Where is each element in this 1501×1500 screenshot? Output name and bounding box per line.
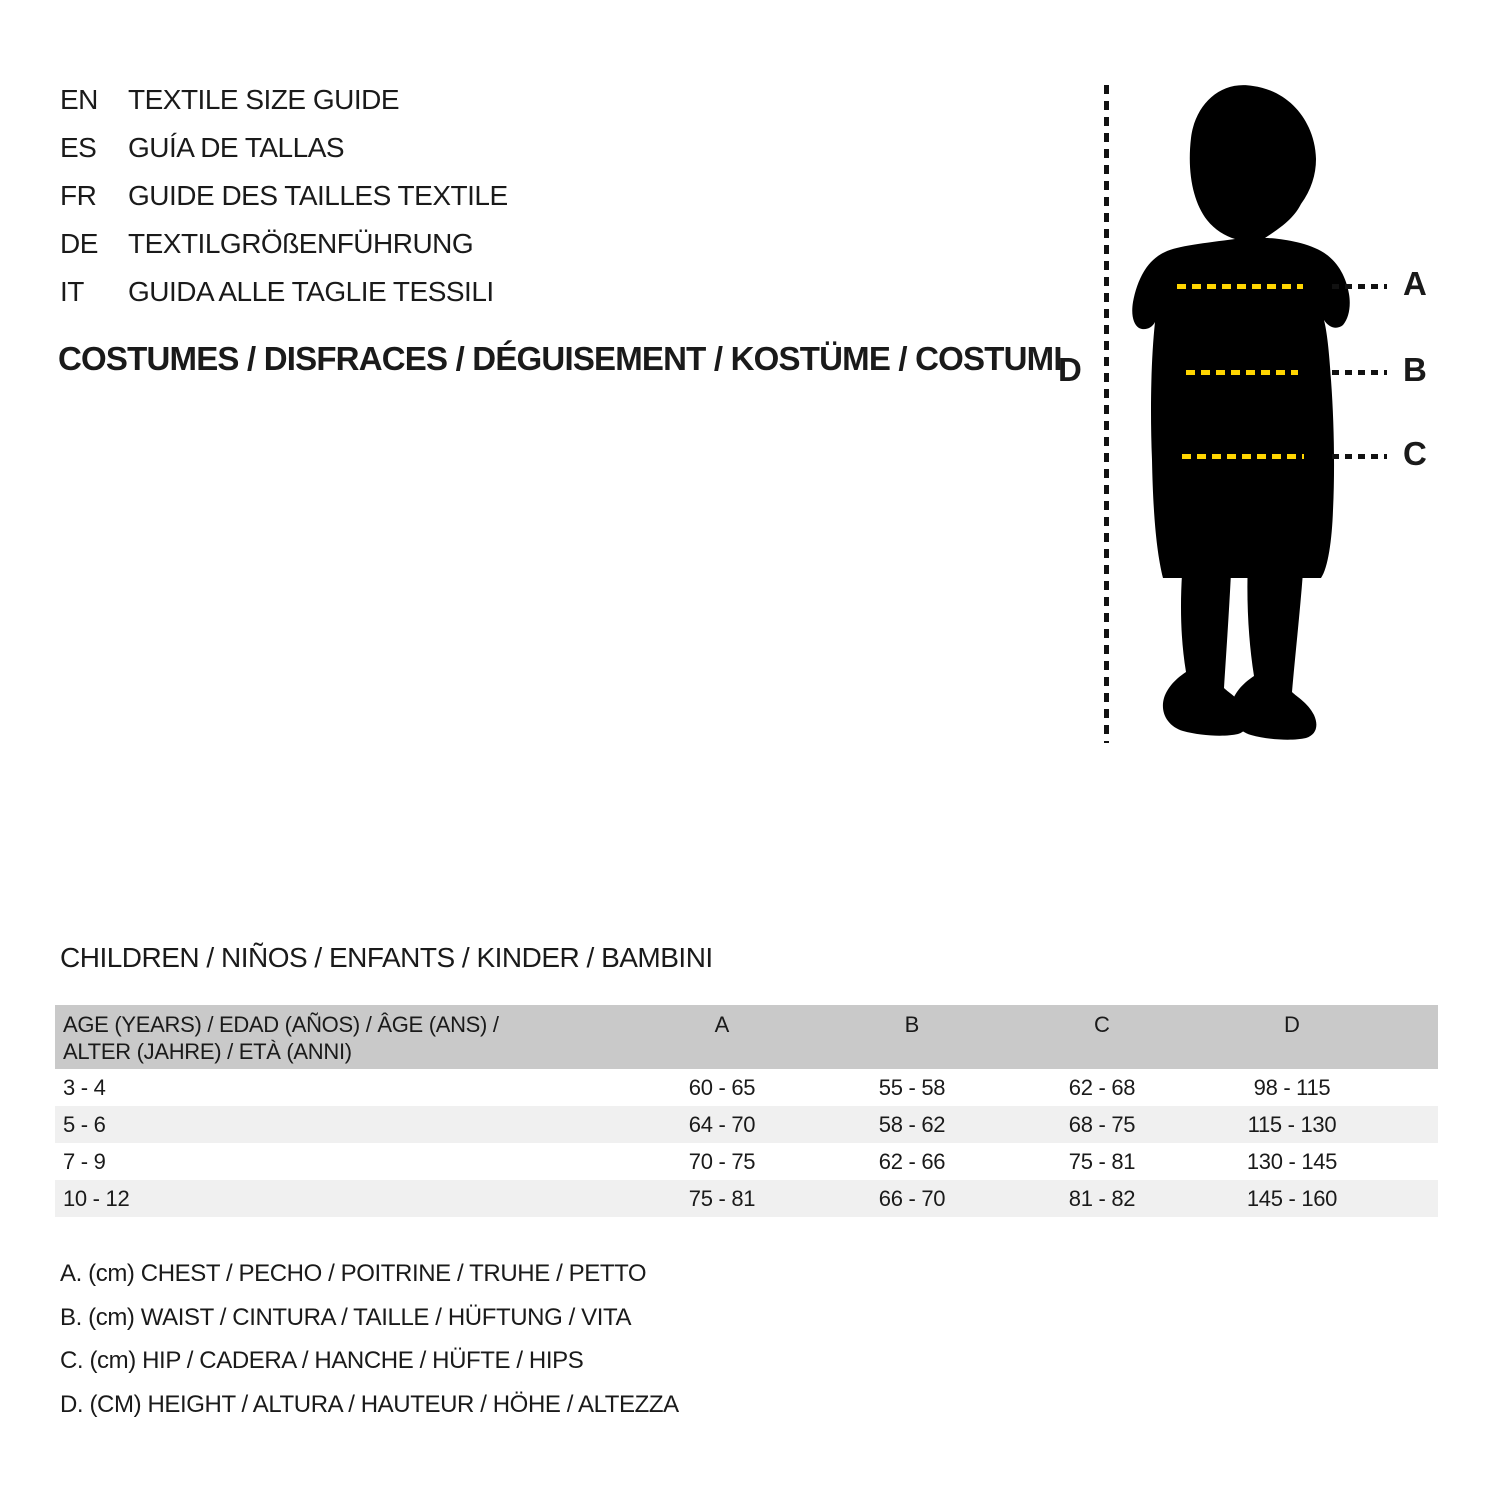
chest-cell: 64 - 70 [688,1111,756,1137]
table-row [55,1143,1438,1180]
hip-label: C [1403,435,1427,472]
hip-cell: 68 - 75 [1068,1111,1136,1137]
language-row-es [60,124,508,172]
column-header-a: A [714,1012,730,1037]
hip-pointer-line [1332,454,1387,459]
height-cell: 130 - 145 [1246,1148,1338,1174]
child-silhouette [1125,80,1375,750]
language-code: ES [60,132,97,163]
column-header-c: C [1094,1012,1110,1037]
chest-dash-line [1177,284,1303,289]
table-row [55,1180,1438,1217]
chest-cell: 60 - 65 [688,1074,756,1100]
language-code: EN [60,84,98,115]
age-cell: 5 - 6 [63,1111,106,1137]
table-row [55,1106,1438,1143]
hip-cell: 75 - 81 [1068,1148,1136,1174]
column-header-d: D [1284,1012,1300,1037]
language-row-de [60,220,508,268]
hip-dash-line [1182,454,1304,459]
measurement-legend [60,1252,679,1426]
legend-hip: C. (cm) HIP / CADERA / HANCHE / HÜFTE / HIPS [60,1347,584,1374]
chest-cell: 75 - 81 [688,1185,756,1211]
age-header-line1: AGE (YEARS) / EDAD (AÑOS) / ÂGE (ANS) / [63,1012,499,1037]
language-code: DE [60,228,98,259]
waist-dash-line [1186,370,1298,375]
waist-label: B [1403,351,1427,388]
language-row-fr [60,172,508,220]
age-cell: 3 - 4 [63,1074,106,1100]
language-row-en [60,76,508,124]
category-title: COSTUMES / DISFRACES / DÉGUISEMENT / KOSTÜME / COSTUMI [58,340,1062,377]
height-cell: 98 - 115 [1253,1074,1331,1100]
waist-cell: 66 - 70 [878,1185,946,1211]
hip-cell: 81 - 82 [1068,1185,1136,1211]
chest-label: A [1403,265,1427,302]
column-header-b: B [904,1012,920,1037]
height-cell: 145 - 160 [1246,1185,1338,1211]
language-title: TEXTILE SIZE GUIDE [128,84,400,115]
height-cell: 115 - 130 [1247,1111,1337,1137]
chest-cell: 70 - 75 [688,1148,756,1174]
waist-cell: 58 - 62 [878,1111,946,1137]
waist-cell: 55 - 58 [878,1074,946,1100]
age-column-header [55,1011,627,1065]
language-title: GUIDE DES TAILLES TEXTILE [128,180,508,211]
age-cell: 10 - 12 [63,1185,130,1211]
section-title-children: CHILDREN / NIÑOS / ENFANTS / KINDER / BAMBINI [60,942,713,973]
age-header-line2: ALTER (JAHRE) / ETÀ (ANNI) [63,1039,352,1064]
language-title: TEXTILGRÖßENFÜHRUNG [128,228,474,259]
legend-chest: A. (cm) CHEST / PECHO / POITRINE / TRUHE / PETTO [60,1260,647,1287]
chest-pointer-line [1332,284,1387,289]
children-size-table [55,1005,1438,1217]
language-title: GUÍA DE TALLAS [128,132,345,163]
measurement-figure [1040,60,1470,760]
legend-waist: B. (cm) WAIST / CINTURA / TAILLE / HÜFTUNG / VITA [60,1303,632,1331]
hip-cell: 62 - 68 [1068,1074,1136,1100]
language-code: IT [60,276,84,307]
age-cell: 7 - 9 [63,1148,106,1174]
waist-cell: 62 - 66 [878,1148,946,1174]
language-row-it [60,268,508,316]
table-header-row [55,1005,1438,1069]
legend-height: D. (CM) HEIGHT / ALTURA / HAUTEUR / HÖHE / ALTEZZA [60,1390,679,1418]
language-title-list [60,76,508,316]
language-code: FR [60,180,97,211]
language-title: GUIDA ALLE TAGLIE TESSILI [128,276,494,307]
table-row [55,1069,1438,1106]
height-measure-line [1104,85,1109,743]
waist-pointer-line [1332,370,1387,375]
height-label: D [1058,351,1082,388]
